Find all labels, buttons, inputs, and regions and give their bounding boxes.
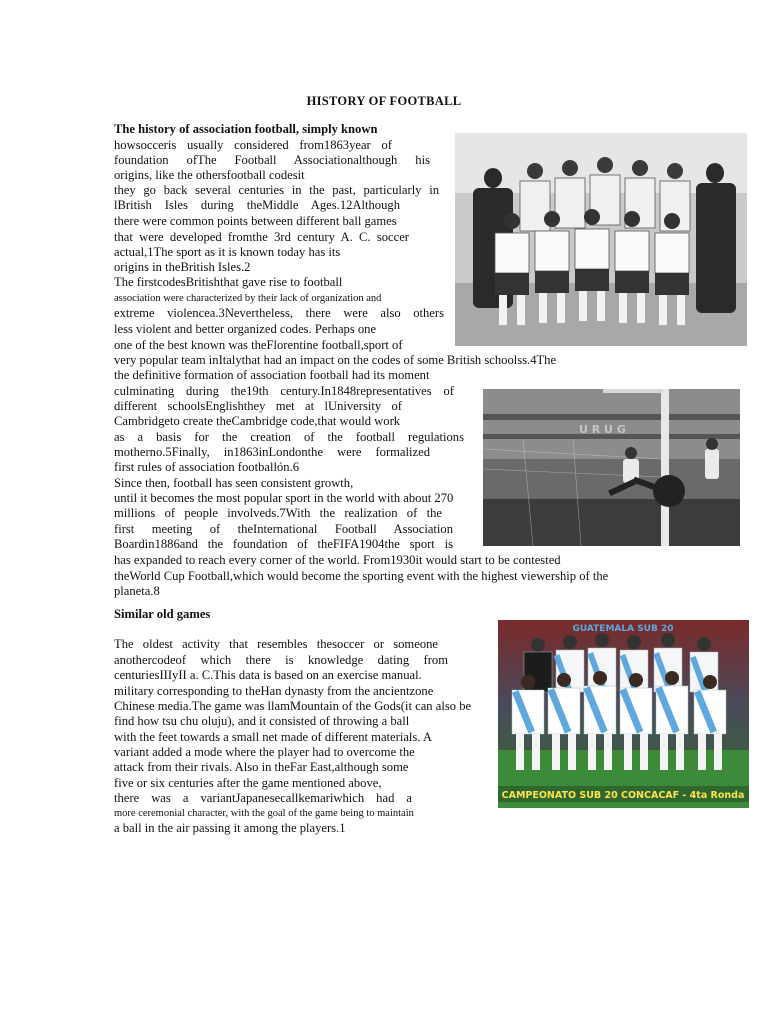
text-line: they go back several centuries in the past, particularly in [114, 183, 439, 197]
text-line: that were developed fromthe 3rd century A. C. soccer [114, 230, 409, 244]
photo-banner: GUATEMALA SUB 20 [572, 624, 674, 634]
text-line: different schoolsEnglishthey met at lUniversity of [114, 399, 402, 413]
text-line: extreme violencea.3Nevertheless, there were also others [114, 306, 444, 320]
text-line: less violent and better organized codes. Perhaps one [114, 322, 377, 336]
text-line: foundation ofThe Football Associationalthough his [114, 153, 430, 167]
text-line: centuriesIIIyII a. C.This data is based on an exercise manual. [114, 668, 422, 682]
text-line: variant added a mode where the player had to overcome the [114, 745, 415, 759]
text-line: The oldest activity that resembles thesoccer or someone [114, 637, 438, 651]
text-line: lBritish Isles during theMiddle Ages.12Although [114, 198, 400, 212]
text-line: find how tsu chu oluju), and it consisted of throwing a ball [114, 714, 410, 728]
text-line: origins, like the othersfootball codesit [114, 168, 305, 182]
text-line: association were characterized by their lack of organization and [114, 293, 382, 304]
text-line: first rules of association footballón.6 [114, 460, 300, 474]
svg-text:U R U G: U R U G [579, 423, 626, 436]
text-line: theWorld Cup Football,which would become the sporting event with the highest viewership of the [114, 569, 609, 583]
text-line: there were common points between different ball games [114, 214, 397, 228]
text-line: attack from their rivals. Also in theFar East,although some [114, 760, 409, 774]
text-line: planeta.8 [114, 584, 160, 598]
text-line: with the feet towards a small net made of different materials. A [114, 730, 433, 744]
text-line: until it becomes the most popular sport in the world with about 270 [114, 491, 454, 505]
section-heading: The history of association football, simply known [114, 122, 378, 136]
text-line: military corresponding to theHan dynasty from the ancientzone [114, 684, 434, 698]
text-line: Chinese media.The game was llamMountain of the Gods(it can also be [114, 699, 472, 713]
match-photo-vintage [483, 389, 740, 546]
text-line: culminating during the19th century.In1848representatives of [114, 384, 454, 398]
text-line: millions of people involveds.7With the realization of the [114, 506, 442, 520]
team-photo-vintage [455, 133, 747, 346]
photo-caption: CAMPEONATO SUB 20 CONCACAF - 4ta Ronda [501, 790, 745, 801]
text-line: has expanded to reach every corner of the world. From1930it would start to be contested [114, 553, 561, 567]
text-line: as a basis for the creation of the football regulations [114, 430, 464, 444]
text-line: The firstcodesBritishthat gave rise to football [114, 275, 343, 289]
page-title: HISTORY OF FOOTBALL [306, 94, 462, 108]
text-line: very popular team inItalythat had an impact on the codes of some British schoolss.4The [114, 353, 557, 367]
text-line: Boardin1886and the foundation of theFIFA1904the sport is [114, 537, 453, 551]
text-line: anothercodeof which there is knowledge dating from [114, 653, 448, 667]
text-line: Since then, football has seen consistent growth, [114, 476, 354, 490]
text-line: actual,1The sport as it is known today has its [114, 245, 341, 259]
text-line: origins in theBritish Isles.2 [114, 260, 251, 274]
text-line: five or six centuries after the game mentioned above, [114, 776, 382, 790]
team-photo-guatemala [498, 620, 749, 808]
section-heading: Similar old games [114, 607, 211, 621]
text-line: motherno.5Finally, in1863inLondonthe were formalized [114, 445, 430, 459]
text-line: a ball in the air passing it among the players.1 [114, 821, 346, 835]
text-line: more ceremonial character, with the goal of the game being to maintain [114, 808, 414, 819]
text-line: howsocceris usually considered from1863year of [114, 138, 392, 152]
text-line: first meeting of theInternational Football Association [114, 522, 453, 536]
text-line: Cambridgeto create theCambridge code,that would work [114, 414, 401, 428]
text-line: one of the best known was theFlorentine football,sport of [114, 338, 403, 352]
text-line: the definitive formation of association football had its moment [114, 368, 430, 382]
text-line: there was a variantJapanesecallkemariwhich had a [114, 791, 412, 805]
